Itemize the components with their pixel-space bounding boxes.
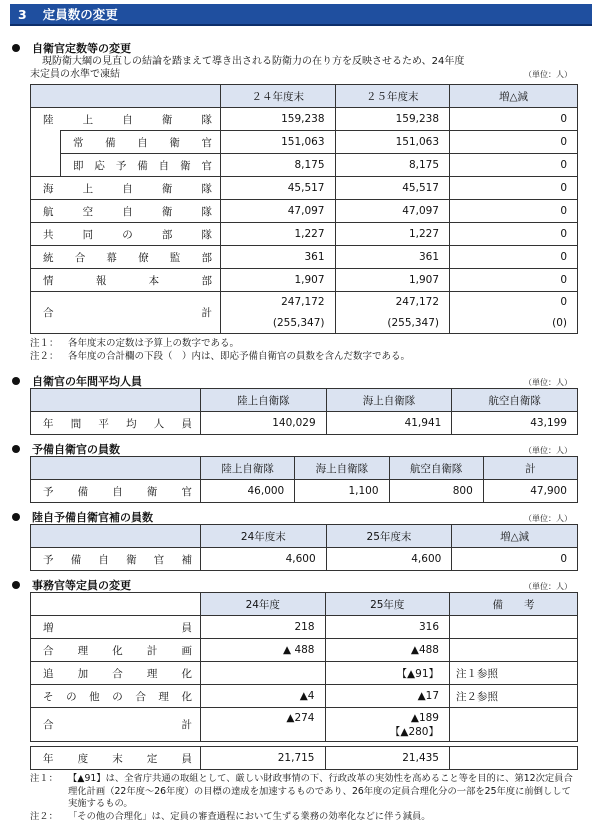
col-header: ２５年度末	[335, 85, 450, 108]
section-title: 定員数の変更	[42, 7, 118, 22]
table-row: 共同の部隊 1,227 1,227 0	[31, 223, 578, 246]
table-row: 合理化計画 ▲ 488 ▲488	[31, 639, 578, 662]
section-number: 3	[18, 6, 27, 22]
section-banner	[10, 4, 592, 26]
annual-average-table: 陸上自衛隊 海上自衛隊 航空自衛隊 年間平均人員 140,029 41,941 43,199	[30, 388, 578, 435]
bullet-icon	[12, 445, 20, 453]
table-row: 航空自衛隊 47,097 47,097 0	[31, 200, 578, 223]
sec4-unit: （単位：人）	[524, 514, 572, 523]
table-row: 年間平均人員 140,029 41,941 43,199	[31, 412, 578, 435]
sdf-quota-table	[30, 84, 578, 334]
civilian-staff-table: 24年度 25年度 備 考 増員 218 316 合理化計画 ▲ 488 ▲488 追加合理化 【▲91】 注１参照 その他の合理化 ▲4 ▲17 注２参照 合計 ▲274 ▲189 【▲280】 年度末定員 21,715 21,435	[30, 592, 578, 770]
section-reserve-candidate: 陸自予備自衛官補の員数 （単位：人） 24年度末 25年度末 増△減 予備自衛官補 4,600 4,600 0	[30, 509, 578, 571]
section-annual-average: 自衛官の年間平均人員 （単位：人） 陸上自衛隊 海上自衛隊 航空自衛隊 年間平均人員 140,029 41,941 43,199	[30, 373, 578, 435]
table-row: 情報本部 1,907 1,907 0	[31, 269, 578, 292]
table-row: その他の合理化 ▲4 ▲17 注２参照	[31, 685, 578, 708]
sec3-unit: （単位：人）	[524, 446, 572, 455]
table-row: 陸上自衛隊 159,238 159,238 0	[31, 108, 578, 131]
table-row: 追加合理化 【▲91】 注１参照	[31, 662, 578, 685]
sec1-notes: 注１： 各年度末の定数は予算上の数字である。 注２： 各年度の合計欄の下段（ ）内は、即応予備自衛官の員数を含んだ数字である。	[30, 338, 411, 362]
bullet-icon	[12, 44, 20, 52]
sec1-description: 現防衛大綱の見直しの結論を踏まえて導き出される防衛力の在り方を反映させるため、24年度 末定員の水準で凍結 （単位：人）	[30, 55, 578, 81]
sec1-unit: （単位：人）	[524, 70, 572, 79]
bullet-icon	[12, 513, 20, 521]
col-header: 増△減	[450, 85, 578, 108]
bullet-icon	[12, 377, 20, 385]
section-sdf-quota	[30, 40, 578, 363]
sec1-title: 自衛官定数等の変更	[32, 41, 131, 55]
table-row: 統合幕僚監部 361 361 0	[31, 246, 578, 269]
section-reserve: 予備自衛官の員数 （単位：人） 陸上自衛隊 海上自衛隊 航空自衛隊 計 予備自衛官 46,000 1,100 800 47,900	[30, 441, 578, 503]
table-row: 常備自衛官 151,063 151,063 0	[31, 131, 578, 154]
reserve-table: 陸上自衛隊 海上自衛隊 航空自衛隊 計 予備自衛官 46,000 1,100 800 47,900	[30, 456, 578, 503]
total-row-paren: (255,347) (255,347) (0)	[31, 313, 578, 334]
total-row: 合計 ▲274 ▲189 【▲280】	[31, 708, 578, 742]
table-row: 予備自衛官補 4,600 4,600 0	[31, 548, 578, 571]
table-row: 即応予備自衛官 8,175 8,175 0	[31, 154, 578, 177]
table-row: 増員 218 316	[31, 616, 578, 639]
sec5-notes: 注１： 【▲91】は、全省庁共通の取組として、厳しい財政事情の下、行政改革の実効性を高めること等を目的に、第12次定員合理化計画（22年度～26年度）の目標の達成を加速するものであり、26年度の定員合理化分の一部を25年度に前倒しして実施するもの。 注２： 「その他の合理化」は、定員の審査過程において生ずる業務の効率化などに伴う減員。	[30, 773, 573, 822]
col-header: ２４年度末	[221, 85, 336, 108]
table-row: 予備自衛官 46,000 1,100 800 47,900	[31, 480, 578, 503]
sec5-unit: （単位：人）	[524, 582, 572, 591]
section-civilian-staff: 事務官等定員の変更 （単位：人） 24年度 25年度 備 考 増員 218 316 合理化計画 ▲ 488 ▲488 追加合理化 【▲91】 注１参照 その他の合理化 ▲4 ▲17 注２参照 合計 ▲274 ▲189 【▲280】 年度末定員 21,715 21,435 注１： 【▲91】は、全省庁共通の取組として、厳しい財政事情の下、行政改革の実効性を高めること等を目的に、第12次定員合理化計画（22年度～26年度）の目標の達成を加速するものであり、26年度の定員合理化分の一部を25年度に前倒しして実施するもの。 注２： 「その他の合理化」は、定員の審査過程において生ずる業務の効率化などに伴う減員。	[30, 577, 578, 823]
final-row: 年度末定員 21,715 21,435	[31, 747, 578, 770]
sec2-unit: （単位：人）	[524, 378, 572, 387]
bullet-icon	[12, 581, 20, 589]
table-row: 海上自衛隊 45,517 45,517 0	[31, 177, 578, 200]
header-blank	[31, 85, 221, 108]
total-row: 合計 247,172 247,172 0	[31, 292, 578, 313]
reserve-candidate-table: 24年度末 25年度末 増△減 予備自衛官補 4,600 4,600 0	[30, 524, 578, 571]
